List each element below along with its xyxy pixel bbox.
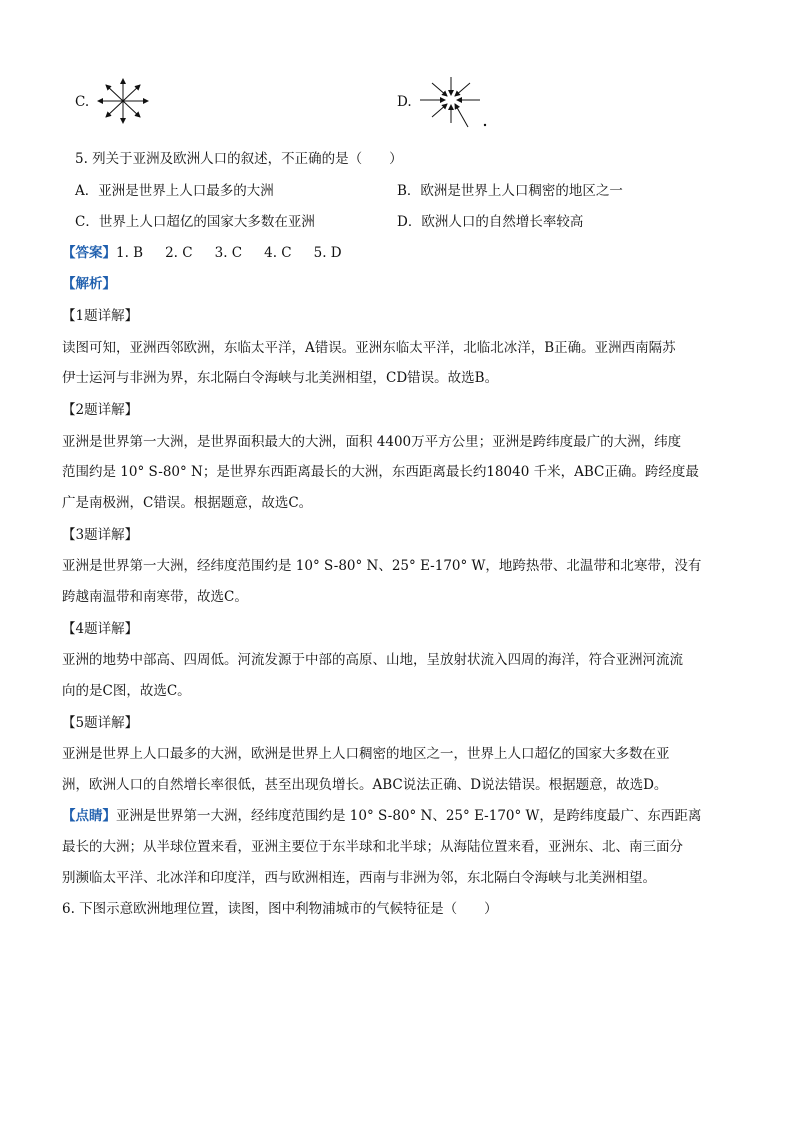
detail5-line: 亚洲是世界上人口最多的大洲，欧洲是世界上人口稠密的地区之一，世界上人口超亿的国家大多数在亚 (62, 746, 670, 762)
analysis-label: 【解析】 (62, 276, 116, 292)
tip-line: 最长的大洲；从半球位置来看，亚洲主要位于东半球和北半球；从海陆位置来看，亚洲东、北、南三面分 (62, 839, 683, 855)
option-c-label: C. (75, 94, 90, 110)
tip-line (62, 807, 701, 825)
detail5-heading: 【5题详解】 (62, 715, 139, 731)
detail4-heading: 【4题详解】 (62, 621, 139, 637)
detail2-heading: 【2题详解】 (62, 402, 139, 418)
detail2-line: 亚洲是世界第一大洲，是世界面积最大的大洲，面积 4400万平方公里；亚洲是跨纬度最广的大洲，纬度 (62, 434, 682, 450)
tip-label: 【点睛】 (62, 808, 116, 824)
answer-line (62, 244, 364, 262)
option-d-diagram (418, 75, 488, 131)
q6-stem: 6. 下图示意欧洲地理位置，读图，图中利物浦城市的气候特征是（ ） (62, 901, 498, 917)
detail5-line: 洲，欧洲人口的自然增长率很低，甚至出现负增长。ABC说法正确、D说法错误。根据题意，故选D。 (62, 777, 668, 793)
q5-option-a: A．亚洲是世界上人口最多的大洲 (75, 183, 274, 199)
detail1-heading: 【1题详解】 (62, 308, 139, 324)
detail2-line: 广是南极洲，C错误。根据题意，故选C。 (62, 495, 313, 511)
detail4-line: 亚洲的地势中部高、四周低。河流发源于中部的高原、山地，呈放射状流入四周的海洋，符合亚洲河流流 (62, 652, 683, 668)
detail3-heading: 【3题详解】 (62, 527, 139, 543)
detail4-line: 向的是C图，故选C。 (62, 683, 191, 699)
answer-item: 4. C (264, 245, 292, 261)
q5-option-d: D．欧洲人口的自然增长率较高 (397, 214, 584, 230)
answer-item: 2. C (165, 245, 193, 261)
option-d-label: D. (397, 94, 412, 110)
detail1-line: 读图可知，亚洲西邻欧洲，东临太平洋，A错误。亚洲东临太平洋，北临北冰洋，B正确。亚洲西南隔苏 (62, 340, 676, 356)
option-c-diagram (96, 77, 150, 125)
answer-item: 1. B (116, 245, 144, 261)
answer-label: 【答案】 (62, 245, 116, 261)
q5-stem: 5. 列关于亚洲及欧洲人口的叙述，不正确的是（ ） (75, 151, 403, 167)
tip-text: 亚洲是世界第一大洲，经纬度范围约是 10° S-80° N、25° E-170° W，是跨纬度最广、东西距离 (116, 808, 702, 824)
detail3-line: 亚洲是世界第一大洲，经纬度范围约是 10° S-80° N、25° E-170° W，地跨热带、北温带和北寒带，没有 (62, 558, 702, 574)
detail2-line: 范围约是 10° S-80° N；是世界东西距离最长的大洲，东西距离最长约18040 千米，ABC正确。跨经度最 (62, 464, 699, 480)
q5-option-c: C．世界上人口超亿的国家大多数在亚洲 (75, 214, 315, 230)
answer-item: 3. C (214, 245, 243, 261)
detail3-line: 跨越南温带和南寒带，故选C。 (62, 589, 248, 605)
q5-option-b: B．欧洲是世界上人口稠密的地区之一 (397, 183, 623, 199)
tip-line: 别濒临太平洋、北冰洋和印度洋，西与欧洲相连，西南与非洲为邻，东北隔白令海峡与北美洲相望。 (62, 870, 656, 886)
answer-item: 5. D (313, 245, 342, 261)
detail1-line: 伊士运河与非洲为界，东北隔白令海峡与北美洲相望，CD错误。故选B。 (62, 370, 499, 386)
